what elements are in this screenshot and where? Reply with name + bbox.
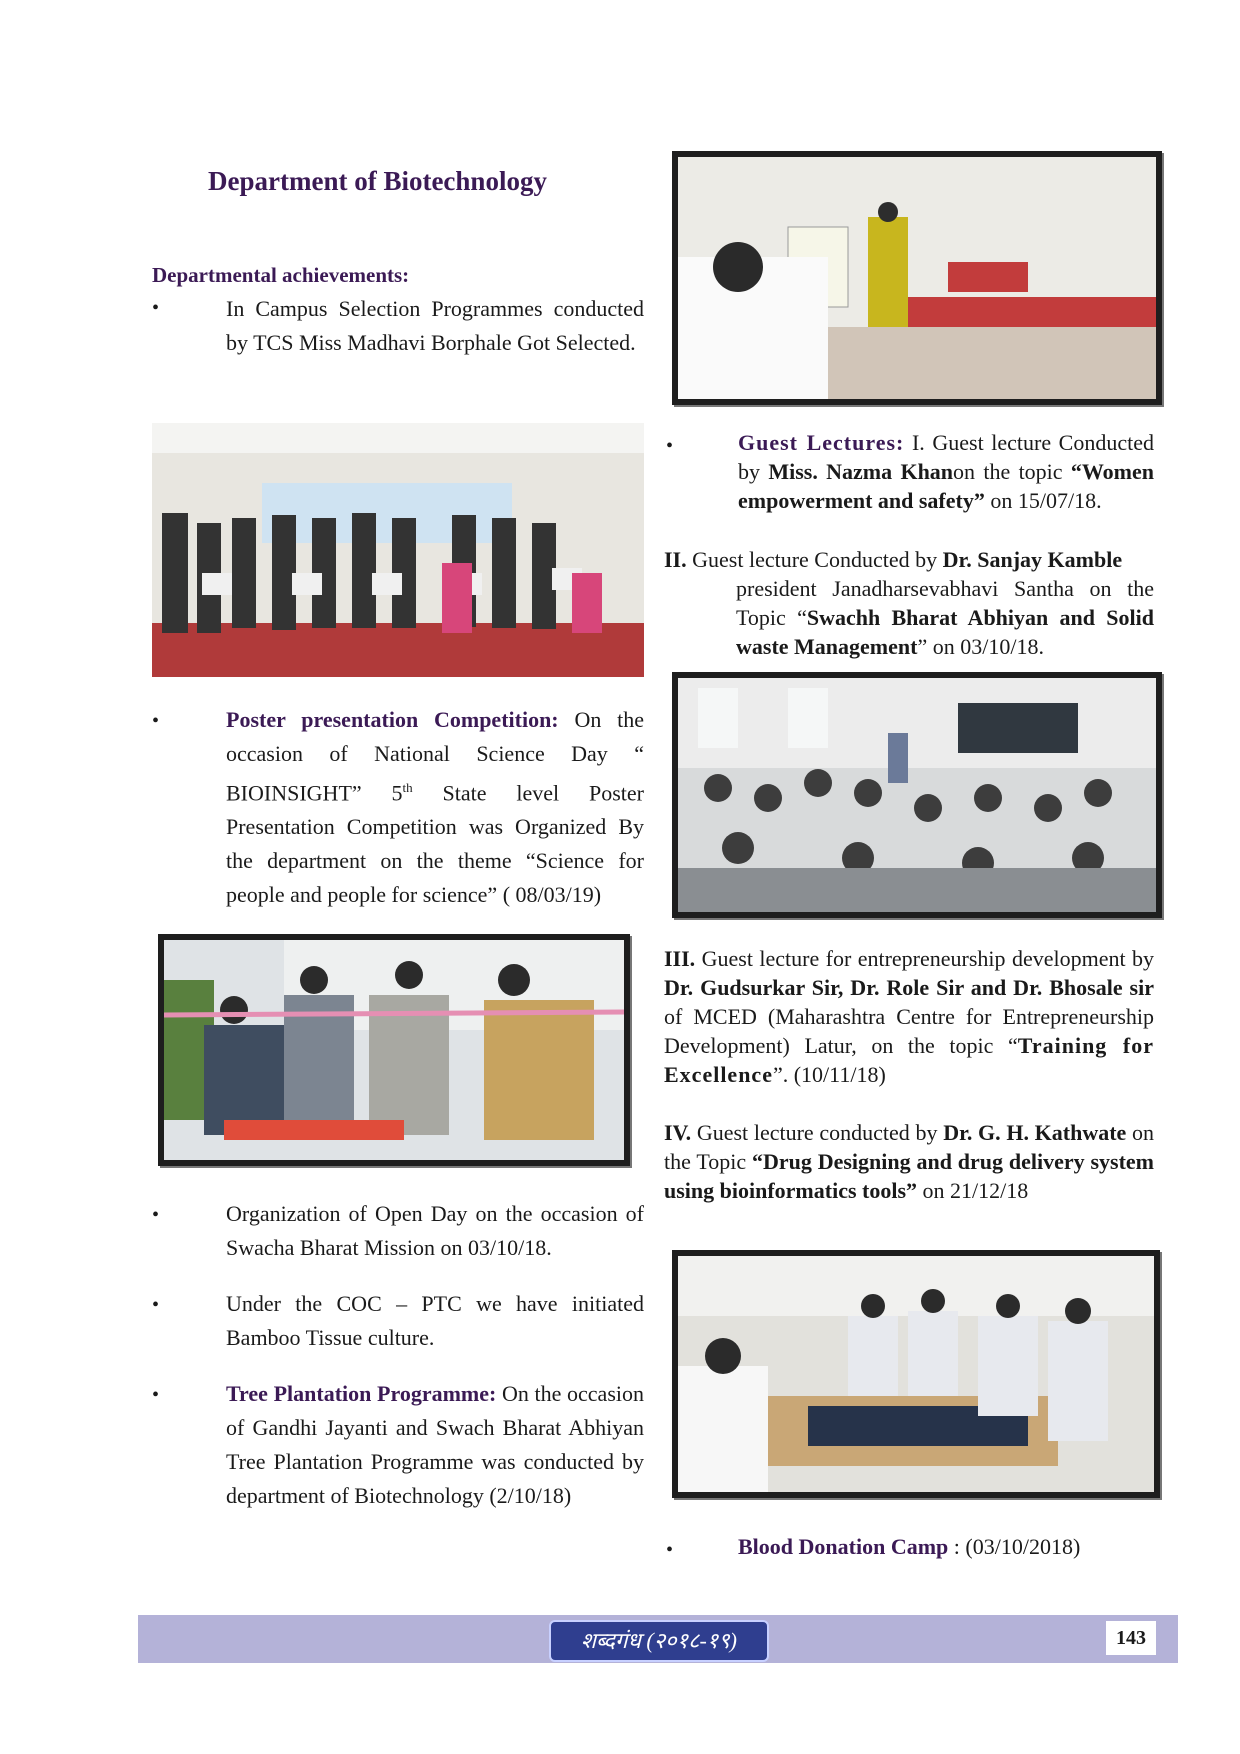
bamboo-tissue-culture-text: Under the COC – PTC we have initiated Bamboo Tissue culture.	[226, 1291, 644, 1350]
bullet: •	[152, 710, 160, 732]
page-title: Department of Biotechnology	[208, 166, 547, 196]
blood-donation-photo-image	[672, 1250, 1160, 1498]
open-day-text: Organization of Open Day on the occasion of Swacha Bharat Mission on 03/10/18.	[226, 1201, 644, 1260]
ribbon-cutting-photo-image	[158, 934, 630, 1166]
guest-lectures-heading: Guest Lectures:	[738, 430, 905, 455]
page-number: 143	[1106, 1621, 1156, 1655]
tree-plantation-text: Tree Plantation Programme: On the occasion of Gandhi Jayanti and Swach Bharat Abhiyan Tree Plantation Programme was conducted by department of Biotechnology (2/10/18)	[226, 1381, 644, 1508]
bullet: •	[152, 1294, 160, 1316]
guest-lecture-i: Guest Lectures: I. Guest lecture Conducted by Miss. Nazma Khanon the topic “Women empowerment and safety” on 15/07/18.	[738, 430, 1155, 513]
guest-lecture-ii: II. Guest lecture Conducted by Dr. Sanjay Kamble president Janadharsevabhavi Santha on the Topic “Swachh Bharat Abhiyan and Solid waste Management” on 03/10/18.	[664, 547, 1154, 659]
bullet: •	[152, 297, 160, 319]
poster-competition-text: Poster presentation Competition: On the occasion of National Science Day “ BIOINSIGHT” 5th State level Poster Presentation Competition was Organized By the department on the theme “Science for people and people for science” ( 08/03/19)	[226, 707, 644, 908]
guest-lecture-stage-photo-image	[672, 151, 1162, 405]
blood-donation-text: Blood Donation Camp : (03/10/2018)	[738, 1534, 1081, 1559]
tree-plantation-heading: Tree Plantation Programme:	[226, 1381, 497, 1406]
guest-lecture-iv: IV. Guest lecture conducted by Dr. G. H. Kathwate on the Topic “Drug Designing and drug delivery system using bioinformatics tools” on 21/12/18	[664, 1120, 1155, 1203]
poster-competition-heading: Poster presentation Competition:	[226, 707, 559, 732]
footer-badge: शब्दगंध (२०१८-१९)	[549, 1620, 769, 1662]
bullet: •	[152, 1204, 160, 1226]
bullet: •	[152, 1384, 160, 1406]
achievement-tcs-selection: In Campus Selection Programmes conducted by TCS Miss Madhavi Borphale Got Selected.	[226, 296, 644, 355]
section-subheading: Departmental achievements:	[152, 263, 410, 287]
blood-donation-heading: Blood Donation Camp	[738, 1534, 949, 1559]
group-photo-image	[152, 423, 644, 677]
bullet: •	[666, 1539, 674, 1561]
guest-lecture-iii: III. Guest lecture for entrepreneurship development by Dr. Gudsurkar Sir, Dr. Role Sir and Dr. Bhosale sir of MCED (Maharashtra Centre for Entrepreneurship Development) Latur, on the topic “Training for Excellence”. (10/11/18)	[664, 946, 1154, 1087]
bullet: •	[666, 435, 674, 457]
guest-lecture-classroom-photo-image	[672, 672, 1162, 918]
